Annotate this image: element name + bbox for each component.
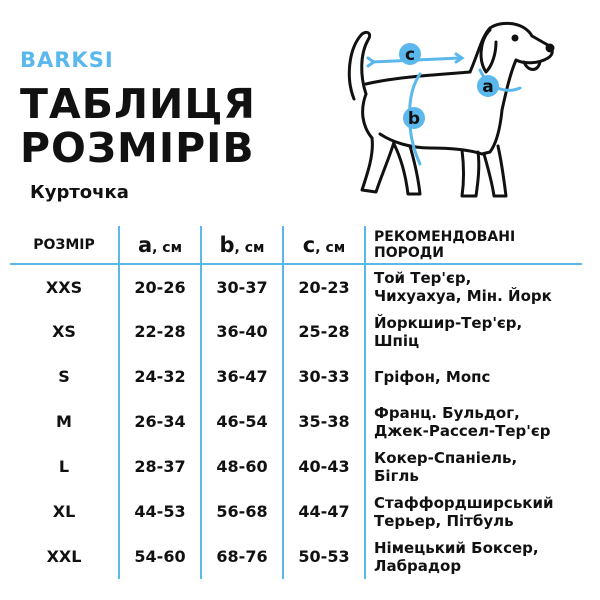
- header-a: a, см: [119, 226, 201, 264]
- table-row: [10, 399, 582, 444]
- cell-breeds: Стаффордширський Терьер, Пітбуль: [365, 489, 582, 534]
- title-line-2: РОЗМІРІВ: [20, 124, 255, 172]
- cell-c: 44-47: [283, 489, 365, 534]
- header-c: c, см: [283, 226, 365, 264]
- cell-breeds: Той Тер'єр, Чихуахуа, Мін. Йорк: [365, 264, 582, 309]
- product-subtitle: Курточка: [30, 182, 129, 203]
- cell-a: 54-60: [119, 534, 201, 579]
- cell-size: XS: [52, 322, 76, 341]
- size-table: [10, 226, 582, 579]
- cell-size: XXL: [46, 547, 82, 566]
- table-body: [10, 264, 582, 579]
- cell-size: M: [56, 412, 72, 431]
- table-row: [10, 534, 582, 579]
- cell-b: 68-76: [201, 534, 283, 579]
- cell-a: 44-53: [119, 489, 201, 534]
- cell-c: 25-28: [283, 309, 365, 354]
- cell-a: 22-28: [119, 309, 201, 354]
- cell-breeds: Йоркшир-Тер'єр, Шпіц: [365, 309, 582, 354]
- header-breeds: РЕКОМЕНДОВАНІ ПОРОДИ: [365, 226, 582, 264]
- cell-size: L: [58, 457, 70, 476]
- cell-size: S: [58, 367, 70, 386]
- label-a: a: [482, 77, 494, 97]
- title-line-1: ТАБЛИЦЯ: [20, 80, 256, 128]
- cell-b: 36-40: [201, 309, 283, 354]
- cell-c: 40-43: [283, 444, 365, 489]
- cell-breeds: Кокер-Спаніель, Бігль: [365, 444, 582, 489]
- dog-measurement-diagram: [310, 14, 580, 214]
- cell-c: 35-38: [283, 399, 365, 444]
- cell-b: 56-68: [201, 489, 283, 534]
- cell-breeds: Гріфон, Мопс: [365, 354, 582, 399]
- table-row: [10, 264, 582, 309]
- table-row: [10, 489, 582, 534]
- cell-a: 26-34: [119, 399, 201, 444]
- cell-a: 28-37: [119, 444, 201, 489]
- label-c: c: [404, 45, 416, 65]
- cell-c: 50-53: [283, 534, 365, 579]
- cell-size: XXS: [45, 277, 83, 297]
- label-b: b: [407, 109, 421, 129]
- cell-a: 24-32: [119, 354, 201, 399]
- cell-breeds: Франц. Бульдог, Джек-Рассел-Тер'єр: [365, 399, 582, 444]
- dog-outline-icon: [349, 23, 553, 196]
- cell-a: 20-26: [119, 264, 201, 309]
- table-row: [10, 309, 582, 354]
- cell-c: 30-33: [283, 354, 365, 399]
- page-title: [20, 82, 256, 170]
- cell-b: 36-47: [201, 354, 283, 399]
- header-size: РОЗМІР: [10, 226, 119, 264]
- cell-b: 30-37: [201, 264, 283, 309]
- table-row: [10, 354, 582, 399]
- cell-b: 48-60: [201, 444, 283, 489]
- table-header-row: [10, 226, 582, 264]
- table-row: [10, 444, 582, 489]
- cell-size: XL: [52, 502, 76, 521]
- cell-c: 20-23: [283, 264, 365, 309]
- cell-breeds: Німецький Боксер, Лабрадор: [365, 534, 582, 579]
- cell-b: 46-54: [201, 399, 283, 444]
- header-b: b, см: [201, 226, 283, 264]
- brand-logo: BARKSI: [20, 48, 114, 72]
